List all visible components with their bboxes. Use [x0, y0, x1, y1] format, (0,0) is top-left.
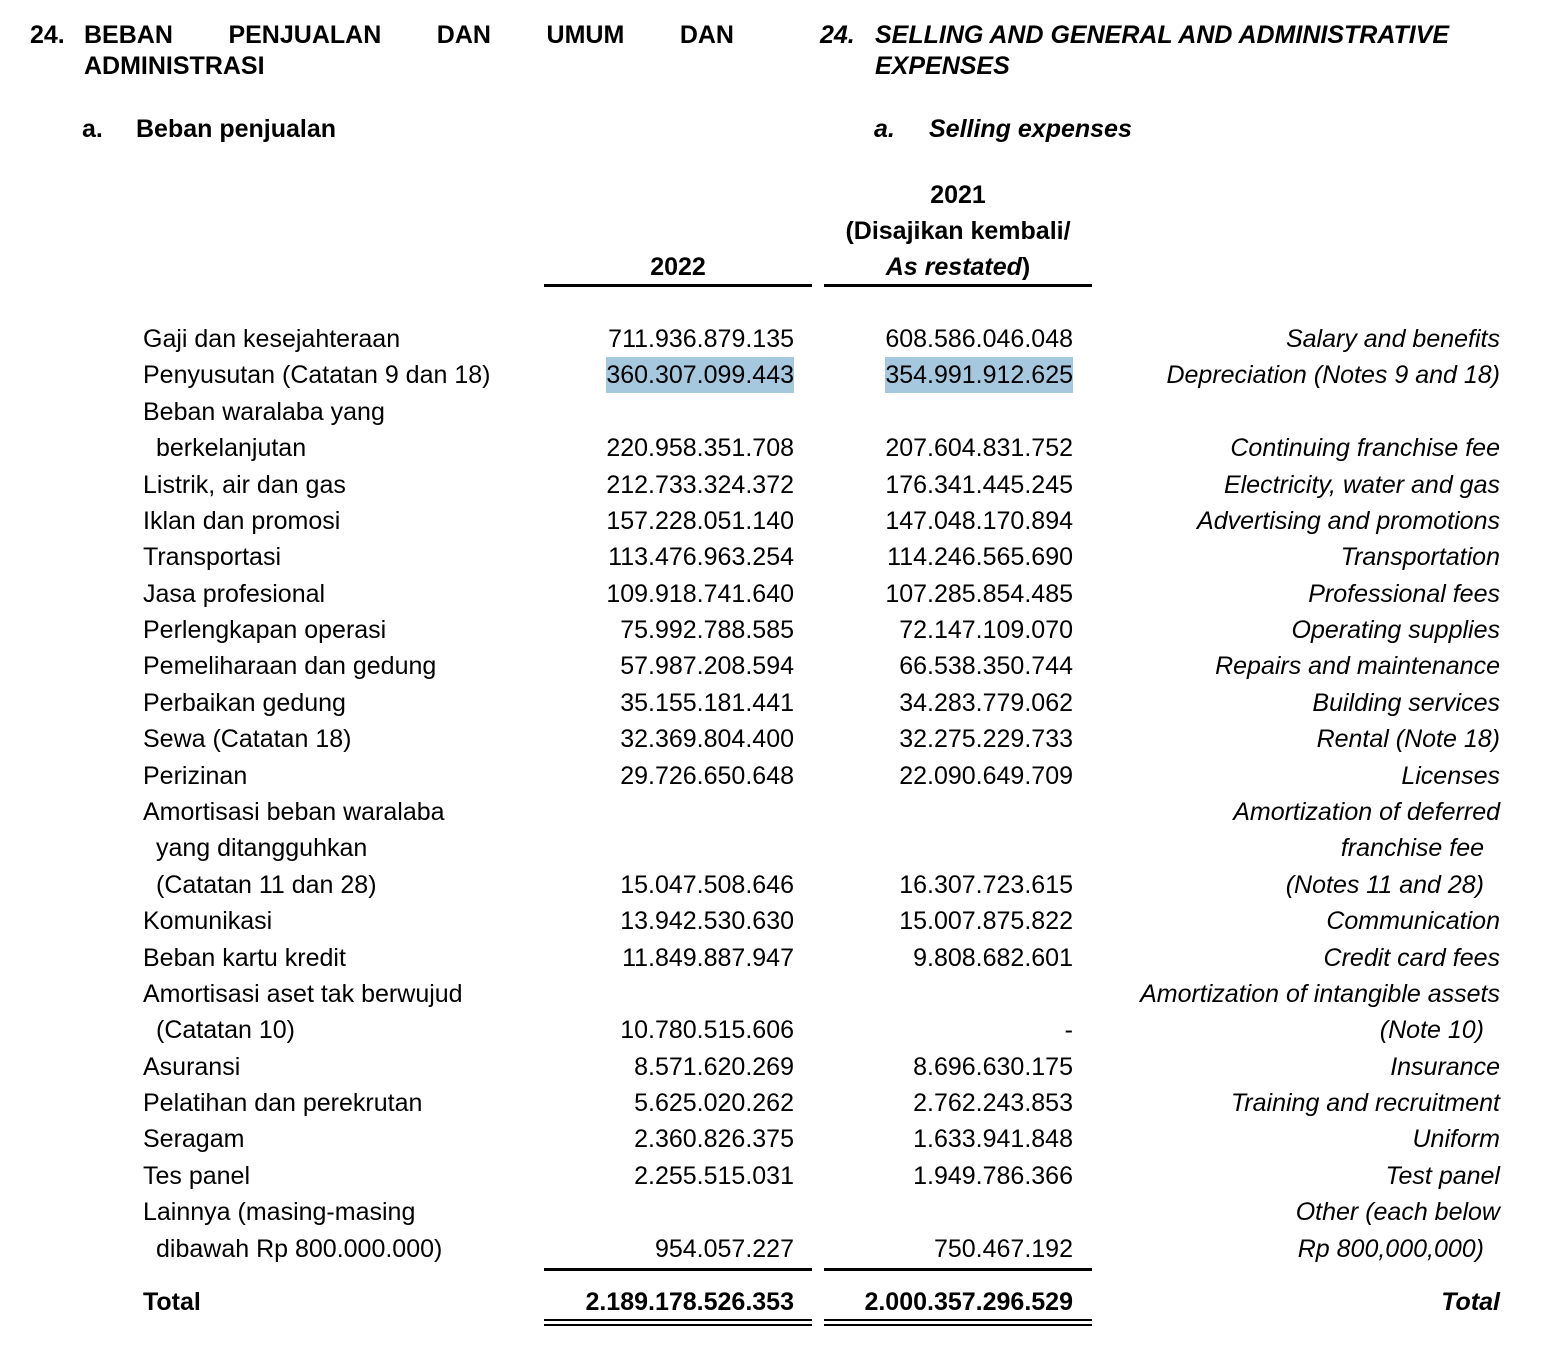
table-row	[0, 467, 1552, 503]
row-value-2021: 15.007.875.822	[899, 907, 1073, 936]
title-word: UMUM	[546, 21, 625, 49]
row-label-id: dibawah Rp 800.000.000)	[156, 1234, 443, 1263]
row-value-2021: 66.538.350.744	[899, 652, 1073, 681]
table-row	[0, 539, 1552, 575]
total-double-rule-2022-b	[544, 1324, 812, 1326]
section-number-en: 24.	[820, 21, 855, 49]
row-label-en: Depreciation (Notes 9 and 18)	[1166, 361, 1500, 390]
table-row	[0, 758, 1552, 794]
row-label-en: Amortization of intangible assets	[1140, 979, 1500, 1008]
row-value-2022: 10.780.515.606	[620, 1016, 794, 1045]
table-row	[0, 576, 1552, 612]
table-row	[0, 1049, 1552, 1085]
table-row	[0, 321, 1552, 357]
restated-close-paren: )	[1021, 253, 1031, 281]
row-value-2021: 72.147.109.070	[899, 616, 1073, 644]
sub-letter-id: a.	[82, 115, 103, 143]
row-label-en: Operating supplies	[1291, 616, 1500, 644]
table-row	[0, 648, 1552, 684]
row-label-en: Continuing franchise fee	[1230, 434, 1500, 463]
title-word: DAN	[436, 21, 491, 49]
row-value-2021: -	[1064, 1016, 1073, 1045]
row-value-2022: 35.155.181.441	[620, 688, 794, 717]
table-row	[0, 612, 1552, 648]
row-label-id: Asuransi	[143, 1052, 241, 1081]
total-label-en: Total	[1441, 1288, 1500, 1316]
row-label-id: Beban waralaba yang	[143, 397, 385, 426]
section-number-id: 24.	[30, 21, 65, 49]
column-header-2022: 2022	[650, 253, 706, 281]
row-value-2021: 2.762.243.853	[913, 1089, 1073, 1117]
table-row	[0, 1158, 1552, 1194]
row-value-2021: 9.808.682.601	[913, 943, 1073, 972]
sub-title-en: Selling expenses	[929, 115, 1132, 143]
row-value-2022: 5.625.020.262	[634, 1089, 794, 1117]
table-row	[0, 430, 1552, 466]
total-double-rule-2022-a	[544, 1319, 812, 1321]
table-row	[0, 940, 1552, 976]
row-value-2021: 107.285.854.485	[885, 579, 1073, 608]
row-label-id: Pelatihan dan perekrutan	[143, 1089, 423, 1117]
row-label-id: Penyusutan (Catatan 9 dan 18)	[143, 361, 491, 390]
row-label-en: Credit card fees	[1323, 943, 1500, 972]
row-value-2022: 2.360.826.375	[634, 1125, 794, 1154]
restated-en-text: As restated	[885, 253, 1022, 281]
row-value-2022: 109.918.741.640	[606, 579, 794, 608]
row-value-2021: 176.341.445.245	[885, 470, 1073, 499]
row-value-2022: 13.942.530.630	[620, 907, 794, 936]
total-row	[0, 1284, 1552, 1320]
row-label-id: Perbaikan gedung	[143, 688, 346, 717]
row-value-2021: 147.048.170.894	[885, 506, 1073, 535]
row-label-id: Perlengkapan operasi	[143, 616, 387, 644]
table-row	[0, 1231, 1552, 1267]
row-value-2021: 1.633.941.848	[913, 1125, 1073, 1154]
table-row	[0, 1085, 1552, 1121]
row-label-en: Communication	[1326, 907, 1500, 936]
row-label-en: Electricity, water and gas	[1223, 470, 1500, 499]
row-value-2022: 212.733.324.372	[606, 470, 794, 499]
row-label-en: (Note 10)	[1379, 1016, 1484, 1045]
table-row	[0, 794, 1552, 830]
row-label-en: franchise fee	[1340, 834, 1484, 863]
table-row	[0, 721, 1552, 757]
column-header-2021-restated: (Disajikan kembali/	[845, 217, 1071, 245]
row-value-2022: 220.958.351.708	[606, 434, 794, 463]
row-label-id: Perizinan	[143, 761, 248, 790]
subtotal-rule-2021	[824, 1268, 1092, 1271]
row-value-2022: 57.987.208.594	[620, 652, 794, 681]
row-value-2022: 2.255.515.031	[634, 1161, 794, 1190]
sub-letter-en: a.	[874, 115, 895, 143]
table-row	[0, 357, 1552, 393]
header-rule-2021	[824, 284, 1092, 287]
table-row	[0, 685, 1552, 721]
row-label-en: Test panel	[1385, 1161, 1500, 1190]
table-row	[0, 394, 1552, 430]
row-value-2021: 22.090.649.709	[899, 761, 1073, 790]
row-label-en: Advertising and promotions	[1197, 506, 1500, 535]
row-label-id: berkelanjutan	[156, 434, 307, 463]
total-value-2021: 2.000.357.296.529	[864, 1288, 1073, 1316]
row-label-id: Beban kartu kredit	[143, 943, 346, 972]
table-row	[0, 1121, 1552, 1157]
section-title-en-line1: SELLING AND GENERAL AND ADMINISTRATIVE	[875, 21, 1450, 49]
row-label-id: Lainnya (masing-masing	[143, 1198, 416, 1227]
row-value-2021: 750.467.192	[933, 1234, 1073, 1263]
row-label-en: Rental (Note 18)	[1316, 725, 1500, 754]
row-value-2021: 608.586.046.048	[885, 325, 1073, 353]
row-value-2021: 8.696.630.175	[913, 1052, 1073, 1081]
row-label-id: Pemeliharaan dan gedung	[143, 652, 437, 681]
total-double-rule-2021-b	[824, 1324, 1092, 1326]
row-value-2022: 15.047.508.646	[620, 870, 794, 899]
row-value-2022: 8.571.620.269	[634, 1052, 794, 1081]
row-label-id: Transportasi	[143, 543, 282, 572]
total-double-rule-2021-a	[824, 1319, 1092, 1321]
section-title-id-line1	[84, 20, 734, 51]
table-row	[0, 867, 1552, 903]
row-label-en: (Notes 11 and 28)	[1285, 870, 1484, 899]
row-value-2022: 113.476.963.254	[608, 543, 794, 572]
row-value-2022: 711.936.879.135	[608, 325, 794, 353]
total-label-id: Total	[143, 1288, 201, 1316]
section-title-id-line2: ADMINISTRASI	[84, 52, 265, 80]
row-value-2021: 207.604.831.752	[885, 434, 1073, 463]
column-header-2021-restated-en	[824, 252, 1092, 283]
table-row	[0, 503, 1552, 539]
row-value-2022: 157.228.051.140	[606, 506, 794, 535]
row-value-2021: 114.246.565.690	[887, 543, 1073, 572]
title-word: PENJUALAN	[228, 21, 382, 49]
row-label-en: Professional fees	[1308, 579, 1500, 608]
row-label-id: Iklan dan promosi	[143, 506, 341, 535]
row-label-en: Repairs and maintenance	[1215, 652, 1500, 681]
table-row	[0, 1194, 1552, 1230]
total-value-2022: 2.189.178.526.353	[585, 1288, 794, 1316]
row-value-2022: 954.057.227	[654, 1234, 794, 1263]
row-label-en: Licenses	[1401, 761, 1500, 790]
row-label-en: Other (each below	[1295, 1198, 1500, 1227]
row-label-id: Amortisasi aset tak berwujud	[143, 979, 463, 1008]
row-label-en: Training and recruitment	[1230, 1089, 1500, 1117]
row-label-id: (Catatan 10)	[156, 1016, 295, 1045]
row-label-en: Building services	[1312, 688, 1500, 717]
row-label-id: yang ditangguhkan	[156, 834, 368, 863]
title-word: DAN	[679, 21, 734, 49]
row-label-id: (Catatan 11 dan 28)	[156, 870, 377, 899]
row-label-id: Seragam	[143, 1125, 245, 1154]
row-label-id: Jasa profesional	[143, 579, 326, 608]
row-label-en: Transportation	[1340, 543, 1500, 572]
row-label-id: Tes panel	[143, 1161, 251, 1190]
table-row	[0, 1012, 1552, 1048]
row-label-id: Gaji dan kesejahteraan	[143, 325, 401, 353]
table-row	[0, 903, 1552, 939]
row-value-2022: 11.849.887.947	[622, 943, 794, 972]
row-value-2021: 354.991.912.625	[885, 357, 1073, 393]
row-label-id: Listrik, air dan gas	[143, 470, 346, 499]
row-value-2022: 360.307.099.443	[606, 357, 794, 393]
row-label-en: Salary and benefits	[1285, 325, 1500, 353]
sub-title-id: Beban penjualan	[136, 115, 337, 143]
row-label-id: Sewa (Catatan 18)	[143, 725, 352, 754]
section-title-en-line2: EXPENSES	[875, 52, 1010, 80]
row-value-2021: 16.307.723.615	[899, 870, 1073, 899]
row-label-id: Komunikasi	[143, 907, 273, 936]
row-label-en: Amortization of deferred	[1233, 797, 1500, 826]
row-label-id: Amortisasi beban waralaba	[143, 797, 445, 826]
row-value-2022: 29.726.650.648	[620, 761, 794, 790]
title-word: BEBAN	[84, 21, 173, 49]
row-label-en: Insurance	[1390, 1052, 1500, 1081]
row-value-2021: 32.275.229.733	[899, 725, 1073, 754]
table-row	[0, 830, 1552, 866]
row-value-2022: 32.369.804.400	[620, 725, 794, 754]
row-value-2021: 34.283.779.062	[899, 688, 1073, 717]
row-label-en: Uniform	[1412, 1125, 1500, 1154]
header-rule-2022	[544, 284, 812, 287]
column-header-2021-year: 2021	[930, 181, 986, 209]
row-label-en: Rp 800,000,000)	[1297, 1234, 1484, 1263]
row-value-2022: 75.992.788.585	[620, 616, 794, 644]
row-value-2021: 1.949.786.366	[913, 1161, 1073, 1190]
subtotal-rule-2022	[544, 1268, 812, 1271]
table-row	[0, 976, 1552, 1012]
